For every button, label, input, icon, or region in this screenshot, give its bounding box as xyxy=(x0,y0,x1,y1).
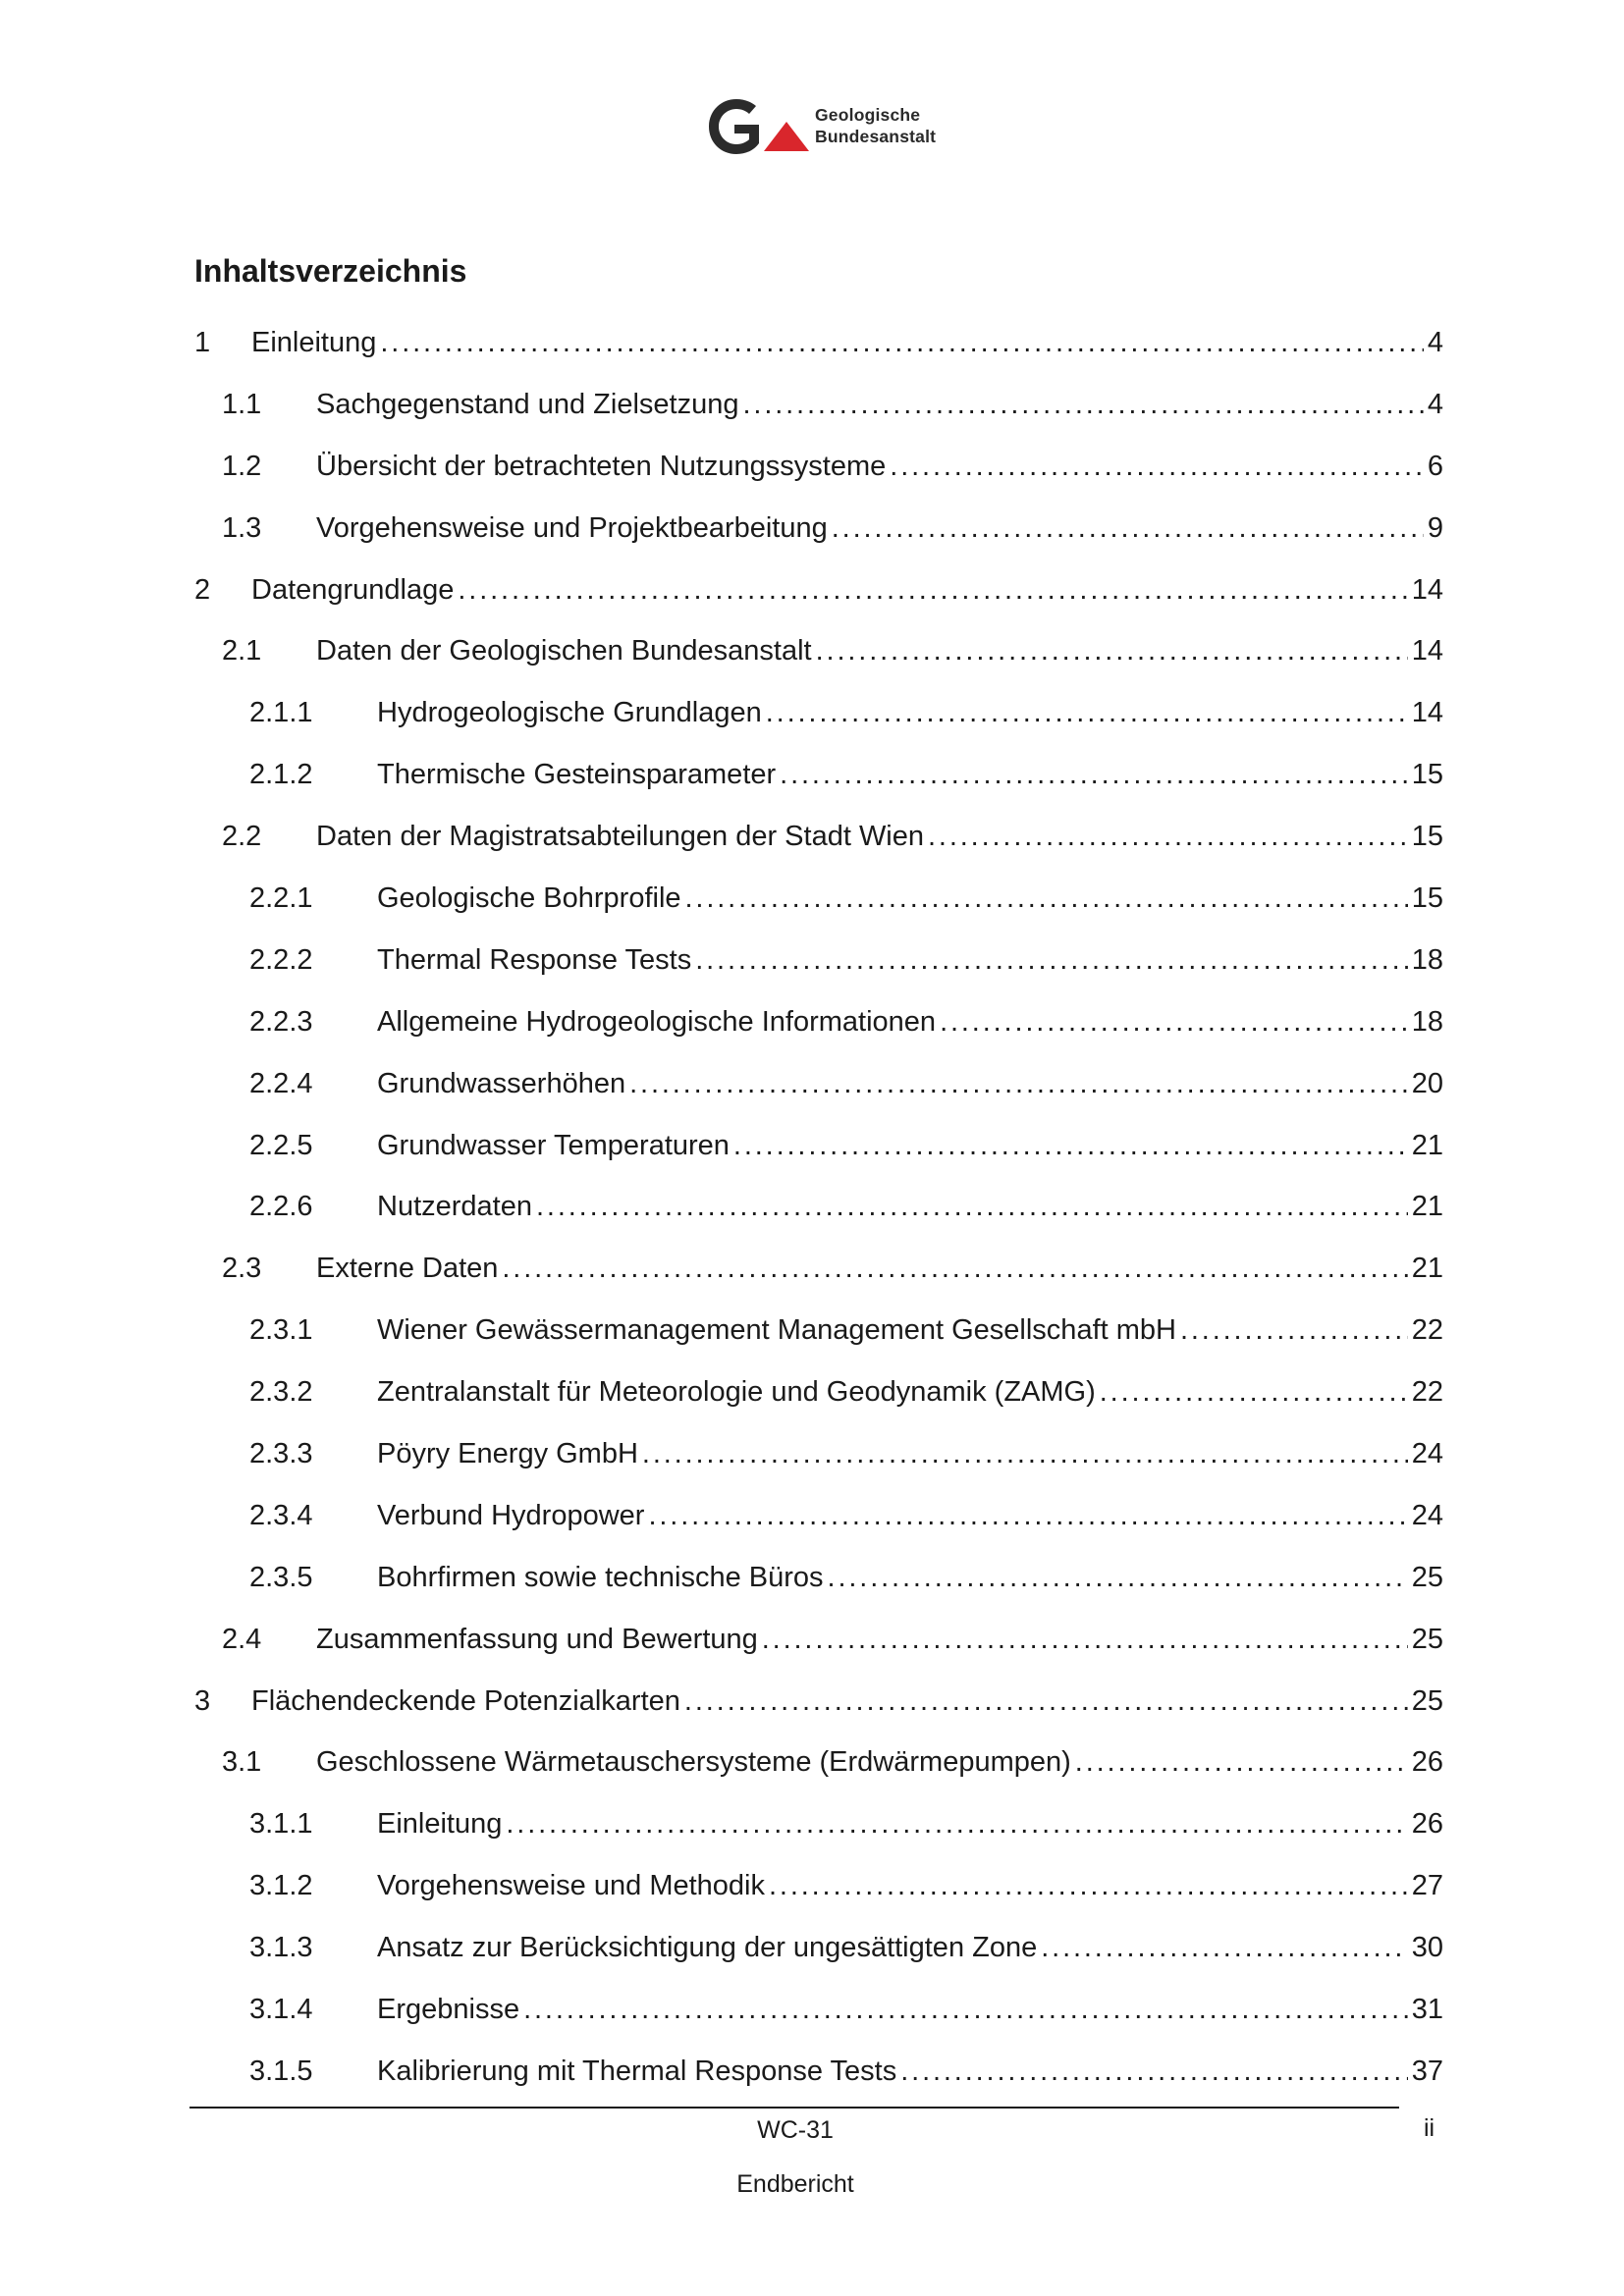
toc-entry-page: 15 xyxy=(1411,759,1443,791)
toc-dot-leader xyxy=(685,868,1408,930)
toc-entry-number: 2.2.4 xyxy=(249,1067,313,1099)
footer-divider xyxy=(189,2107,1399,2109)
toc-entry-page: 6 xyxy=(1427,450,1443,482)
toc-entry-number: 2.3.1 xyxy=(249,1314,313,1347)
toc-dot-leader xyxy=(780,744,1408,806)
toc-entry[interactable] xyxy=(194,2041,1443,2103)
toc-entry-page: 31 xyxy=(1411,1994,1443,2026)
toc-dot-leader xyxy=(742,374,1423,436)
toc-entry[interactable] xyxy=(194,1115,1443,1177)
toc-entry[interactable] xyxy=(194,1671,1443,1733)
toc-title: Inhaltsverzeichnis xyxy=(194,253,467,289)
toc-entry-page: 24 xyxy=(1411,1438,1443,1470)
toc-entry-page: 4 xyxy=(1427,327,1443,358)
toc-entry-label: Flächendeckende Potenzialkarten xyxy=(251,1684,680,1717)
toc-entry-label: Daten der Magistratsabteilungen der Stadt Wien xyxy=(316,821,925,853)
toc-entry-number: 2.2.3 xyxy=(249,1005,313,1038)
toc-entry[interactable] xyxy=(194,374,1443,436)
toc-entry[interactable] xyxy=(194,1300,1443,1362)
toc-dot-leader xyxy=(940,991,1408,1053)
footer-document-code: WC-31 xyxy=(757,2116,834,2144)
logo-line-1: Geologische xyxy=(815,105,921,125)
toc-dot-leader xyxy=(890,436,1424,498)
toc-entry-number: 2.3 xyxy=(222,1253,262,1285)
toc-entry-page: 9 xyxy=(1427,511,1443,544)
toc-entry-number: 1.3 xyxy=(222,511,262,544)
toc-entry-number: 2.3.3 xyxy=(249,1438,313,1470)
toc-entry-label: Nutzerdaten xyxy=(377,1191,532,1223)
toc-entry-page: 15 xyxy=(1411,882,1443,915)
toc-dot-leader xyxy=(642,1423,1408,1485)
logo-line-2: Bundesanstalt xyxy=(815,127,937,146)
toc-entry-label: Allgemeine Hydrogeologische Informationen xyxy=(377,1005,937,1038)
toc-dot-leader xyxy=(629,1053,1408,1115)
toc-entry-number: 2.3.5 xyxy=(249,1561,313,1593)
toc-dot-leader xyxy=(1075,1732,1408,1793)
toc-entry[interactable] xyxy=(194,1793,1443,1855)
toc-dot-leader xyxy=(1100,1362,1408,1423)
toc-dot-leader xyxy=(502,1238,1407,1300)
toc-entry[interactable] xyxy=(194,1732,1443,1793)
toc-entry-label: Ansatz zur Berücksichtigung der ungesättigten Zone xyxy=(377,1932,1038,1964)
toc-entry-number: 3.1 xyxy=(222,1746,262,1779)
toc-entry-label: Geologische Bohrprofile xyxy=(377,882,681,915)
toc-entry-label: Verbund Hydropower xyxy=(377,1499,645,1531)
toc-dot-leader xyxy=(380,312,1423,374)
toc-entry-number: 2.1.1 xyxy=(249,697,313,729)
toc-entry-page: 14 xyxy=(1411,635,1443,667)
toc-dot-leader xyxy=(684,1671,1408,1733)
toc-dot-leader xyxy=(828,1547,1408,1609)
toc-dot-leader xyxy=(506,1793,1407,1855)
toc-entry[interactable] xyxy=(194,1917,1443,1979)
toc-entry-label: Vorgehensweise und Methodik xyxy=(377,1870,765,1902)
toc-entry[interactable] xyxy=(194,930,1443,991)
toc-entry-number: 2.2.6 xyxy=(249,1191,313,1223)
toc-dot-leader xyxy=(766,682,1408,744)
toc-entry[interactable] xyxy=(194,868,1443,930)
toc-entry[interactable] xyxy=(194,560,1443,621)
toc-entry[interactable] xyxy=(194,1238,1443,1300)
toc-entry-page: 15 xyxy=(1411,821,1443,853)
toc-entry-number: 1.2 xyxy=(222,450,262,482)
toc-entry-label: Zentralanstalt für Meteorologie und Geodynamik (ZAMG) xyxy=(377,1376,1096,1409)
toc-entry-page: 22 xyxy=(1411,1314,1443,1347)
toc-entry-page: 20 xyxy=(1411,1067,1443,1099)
toc-dot-leader xyxy=(816,620,1408,682)
toc-dot-leader xyxy=(523,1979,1408,2041)
toc-dot-leader xyxy=(648,1485,1407,1547)
toc-entry[interactable] xyxy=(194,682,1443,744)
toc-dot-leader xyxy=(762,1609,1408,1671)
toc-entry-number: 2.2.2 xyxy=(249,943,313,976)
toc-entry[interactable] xyxy=(194,991,1443,1053)
toc-entry-page: 25 xyxy=(1411,1684,1443,1717)
toc-entry-label: Thermische Gesteinsparameter xyxy=(377,759,777,791)
toc-entry[interactable] xyxy=(194,312,1443,374)
toc-entry-number: 2.3.4 xyxy=(249,1499,313,1531)
toc-entry-label: Geschlossene Wärmetauschersysteme (Erdwärmepumpen) xyxy=(316,1746,1071,1779)
toc-entry-label: Vorgehensweise und Projektbearbeitung xyxy=(316,511,828,544)
toc-entry-label: Wiener Gewässermanagement Management Gesellschaft mbH xyxy=(377,1314,1176,1347)
toc-entry-label: Kalibrierung mit Thermal Response Tests xyxy=(377,2055,897,2087)
toc-entry[interactable] xyxy=(194,1423,1443,1485)
toc-entry-page: 26 xyxy=(1411,1746,1443,1779)
toc-entry-label: Grundwasser Temperaturen xyxy=(377,1129,730,1161)
toc-entry-page: 27 xyxy=(1411,1870,1443,1902)
toc-entry[interactable] xyxy=(194,1547,1443,1609)
toc-entry-label: Datengrundlage xyxy=(251,573,455,606)
toc-entry-label: Übersicht der betrachteten Nutzungssysteme xyxy=(316,450,887,482)
toc-entry-page: 22 xyxy=(1411,1376,1443,1409)
toc-entry-number: 2.2.5 xyxy=(249,1129,313,1161)
toc-entry-page: 14 xyxy=(1411,573,1443,606)
toc-dot-leader xyxy=(928,806,1408,868)
toc-entry-label: Hydrogeologische Grundlagen xyxy=(377,697,762,729)
toc-entry[interactable] xyxy=(194,1855,1443,1917)
toc-entry-number: 2.3.2 xyxy=(249,1376,313,1409)
toc-entry-label: Daten der Geologischen Bundesanstalt xyxy=(316,635,812,667)
toc-entry-number: 3.1.3 xyxy=(249,1932,313,1964)
toc-dot-leader xyxy=(769,1855,1408,1917)
footer-report-type: Endbericht xyxy=(736,2170,854,2198)
toc-entry[interactable] xyxy=(194,806,1443,868)
toc-entry[interactable] xyxy=(194,620,1443,682)
toc-entry-label: Bohrfirmen sowie technische Büros xyxy=(377,1561,824,1593)
toc-entry[interactable] xyxy=(194,436,1443,498)
toc-dot-leader xyxy=(536,1176,1408,1238)
toc-entry-number: 2.4 xyxy=(222,1623,262,1655)
toc-dot-leader xyxy=(733,1115,1408,1177)
toc-entry-label: Einleitung xyxy=(377,1808,503,1841)
toc-entry-number: 1 xyxy=(194,327,211,358)
toc-entry-page: 25 xyxy=(1411,1623,1443,1655)
toc-entry-page: 25 xyxy=(1411,1561,1443,1593)
toc-entry-number: 2 xyxy=(194,573,211,606)
toc-entry-page: 21 xyxy=(1411,1191,1443,1223)
toc-entry-label: Externe Daten xyxy=(316,1253,499,1285)
toc-dot-leader xyxy=(458,560,1407,621)
table-of-contents xyxy=(194,312,1443,2103)
toc-entry-page: 18 xyxy=(1411,943,1443,976)
toc-entry-number: 1.1 xyxy=(222,388,262,420)
toc-entry-label: Einleitung xyxy=(251,327,377,358)
toc-entry[interactable] xyxy=(194,1362,1443,1423)
toc-entry[interactable] xyxy=(194,498,1443,560)
toc-entry-label: Pöyry Energy GmbH xyxy=(377,1438,638,1470)
toc-entry-number: 3.1.1 xyxy=(249,1808,313,1841)
toc-entry-page: 14 xyxy=(1411,697,1443,729)
toc-entry-number: 3.1.5 xyxy=(249,2055,313,2087)
toc-entry-label: Thermal Response Tests xyxy=(377,943,692,976)
toc-entry-page: 21 xyxy=(1411,1129,1443,1161)
toc-entry[interactable] xyxy=(194,1176,1443,1238)
gba-logo-mark-icon xyxy=(705,94,813,159)
toc-entry-number: 3 xyxy=(194,1684,211,1717)
toc-entry-label: Ergebnisse xyxy=(377,1994,520,2026)
toc-entry[interactable] xyxy=(194,1485,1443,1547)
toc-entry-page: 26 xyxy=(1411,1808,1443,1841)
toc-entry-page: 4 xyxy=(1427,388,1443,420)
toc-entry-number: 2.2 xyxy=(222,821,262,853)
toc-entry-page: 24 xyxy=(1411,1499,1443,1531)
toc-entry[interactable] xyxy=(194,744,1443,806)
toc-entry-number: 2.1.2 xyxy=(249,759,313,791)
toc-dot-leader xyxy=(900,2041,1408,2103)
toc-entry[interactable] xyxy=(194,1609,1443,1671)
toc-dot-leader xyxy=(832,498,1424,560)
toc-entry-number: 3.1.2 xyxy=(249,1870,313,1902)
toc-dot-leader xyxy=(1180,1300,1408,1362)
toc-entry-page: 37 xyxy=(1411,2055,1443,2087)
toc-entry[interactable] xyxy=(194,1053,1443,1115)
toc-entry-label: Sachgegenstand und Zielsetzung xyxy=(316,388,739,420)
toc-entry-page: 21 xyxy=(1411,1253,1443,1285)
footer-page-number: ii xyxy=(1424,2114,1435,2142)
toc-entry-number: 3.1.4 xyxy=(249,1994,313,2026)
gba-logo xyxy=(705,94,941,159)
toc-entry-label: Grundwasserhöhen xyxy=(377,1067,626,1099)
toc-entry-number: 2.2.1 xyxy=(249,882,313,915)
toc-entry-label: Zusammenfassung und Bewertung xyxy=(316,1623,758,1655)
toc-dot-leader xyxy=(1041,1917,1408,1979)
toc-dot-leader xyxy=(695,930,1408,991)
toc-entry-page: 30 xyxy=(1411,1932,1443,1964)
toc-entry-number: 2.1 xyxy=(222,635,262,667)
toc-entry-page: 18 xyxy=(1411,1005,1443,1038)
toc-entry[interactable] xyxy=(194,1979,1443,2041)
